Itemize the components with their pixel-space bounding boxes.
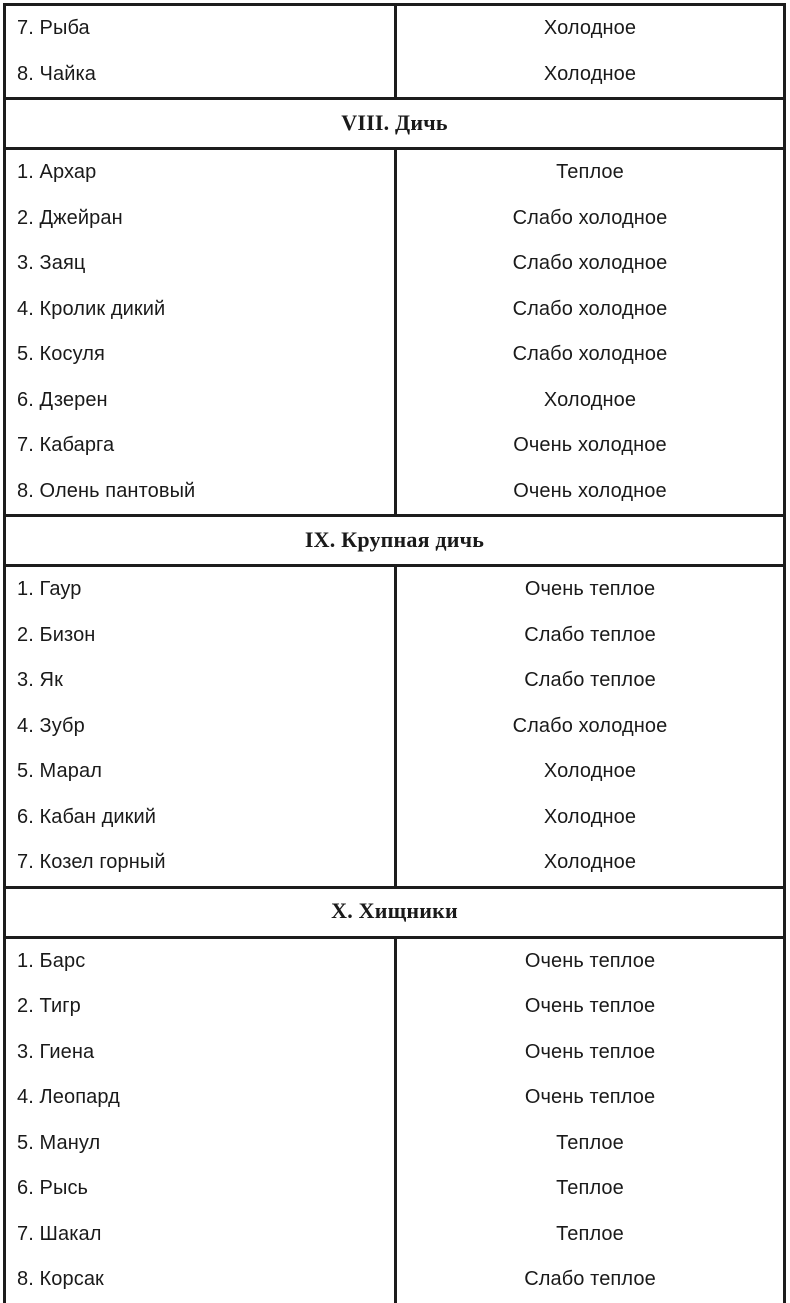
row-value-cell: Слабо теплое: [524, 623, 656, 646]
table-row: [5, 149, 785, 196]
row-value-cell: Холодное: [543, 760, 637, 783]
row-name-cell: 7. Рыба: [5, 5, 396, 52]
table-row: [5, 1121, 785, 1167]
row-name-cell: 5. Косуля: [5, 332, 396, 378]
row-value-cell: Очень теплое: [524, 1086, 656, 1109]
row-name-cell: 3. Гиена: [5, 1030, 396, 1076]
table-row: [5, 613, 785, 659]
table-row: [5, 52, 785, 99]
section-header-row: [5, 516, 785, 566]
table-row: [5, 5, 785, 52]
table-row: [5, 795, 785, 841]
row-value-cell: Очень теплое: [524, 578, 656, 601]
row-value-cell: Слабо теплое: [524, 1268, 656, 1291]
row-value-cell: Слабо холодное: [512, 206, 668, 229]
row-value-cell: Теплое: [556, 1131, 624, 1154]
section-title: X. Хищники: [5, 887, 785, 937]
section-title: VIII. Дичь: [5, 99, 785, 149]
row-name-cell: 6. Дзерен: [5, 378, 396, 424]
row-value-cell: Слабо холодное: [512, 252, 668, 275]
row-name-cell: 6. Рысь: [5, 1166, 396, 1212]
row-value-cell: Очень холодное: [513, 434, 667, 457]
row-name-cell: 1. Архар: [5, 149, 396, 196]
row-name-cell: 2. Джейран: [5, 196, 396, 242]
row-value-cell: Холодное: [543, 62, 637, 85]
table-row: [5, 937, 785, 984]
table-row: [5, 241, 785, 287]
row-name-cell: 3. Заяц: [5, 241, 396, 287]
row-name-cell: 8. Олень пантовый: [5, 469, 396, 516]
row-value-cell: Очень холодное: [513, 479, 667, 502]
row-value-cell: Холодное: [543, 805, 637, 828]
row-name-cell: 2. Тигр: [5, 984, 396, 1030]
table-row: [5, 704, 785, 750]
row-name-cell: 5. Марал: [5, 749, 396, 795]
table-row: [5, 332, 785, 378]
row-value-cell: Холодное: [543, 388, 637, 411]
table-row: [5, 287, 785, 333]
row-name-cell: 4. Зубр: [5, 704, 396, 750]
table-row: [5, 840, 785, 887]
table-row: [5, 1166, 785, 1212]
table-row: [5, 1257, 785, 1303]
row-name-cell: 1. Барс: [5, 937, 396, 984]
row-name-cell: 4. Леопард: [5, 1075, 396, 1121]
row-name-cell: 8. Корсак: [5, 1257, 396, 1303]
row-value-cell: Очень теплое: [524, 1040, 656, 1063]
table-row: [5, 1212, 785, 1258]
row-name-cell: 6. Кабан дикий: [5, 795, 396, 841]
row-value-cell: Теплое: [556, 1222, 624, 1245]
row-value-cell: Слабо холодное: [512, 297, 668, 320]
section-title: IX. Крупная дичь: [5, 516, 785, 566]
row-name-cell: 7. Шакал: [5, 1212, 396, 1258]
table-row: [5, 984, 785, 1030]
table-body: [5, 5, 785, 1303]
table-row: [5, 1075, 785, 1121]
row-value-cell: Холодное: [543, 17, 637, 40]
table-row: [5, 1030, 785, 1076]
section-header-row: [5, 99, 785, 149]
row-value-cell: Холодное: [543, 851, 637, 874]
row-value-cell: Очень теплое: [524, 949, 656, 972]
row-name-cell: 8. Чайка: [5, 52, 396, 99]
row-name-cell: 2. Бизон: [5, 613, 396, 659]
section-header-row: [5, 887, 785, 937]
table-row: [5, 658, 785, 704]
table-row: [5, 566, 785, 613]
row-name-cell: 7. Козел горный: [5, 840, 396, 887]
table-row: [5, 423, 785, 469]
row-value-cell: Теплое: [556, 161, 624, 184]
row-name-cell: 3. Як: [5, 658, 396, 704]
row-name-cell: 7. Кабарга: [5, 423, 396, 469]
classification-table: [3, 3, 786, 1303]
table-row: [5, 378, 785, 424]
row-value-cell: Слабо теплое: [524, 669, 656, 692]
row-value-cell: Слабо холодное: [512, 714, 668, 737]
row-value-cell: Теплое: [556, 1177, 624, 1200]
row-name-cell: 5. Манул: [5, 1121, 396, 1167]
row-value-cell: Очень теплое: [524, 995, 656, 1018]
row-name-cell: 4. Кролик дикий: [5, 287, 396, 333]
table-row: [5, 469, 785, 516]
row-value-cell: Слабо холодное: [512, 343, 668, 366]
row-name-cell: 1. Гаур: [5, 566, 396, 613]
table-row: [5, 196, 785, 242]
table-row: [5, 749, 785, 795]
